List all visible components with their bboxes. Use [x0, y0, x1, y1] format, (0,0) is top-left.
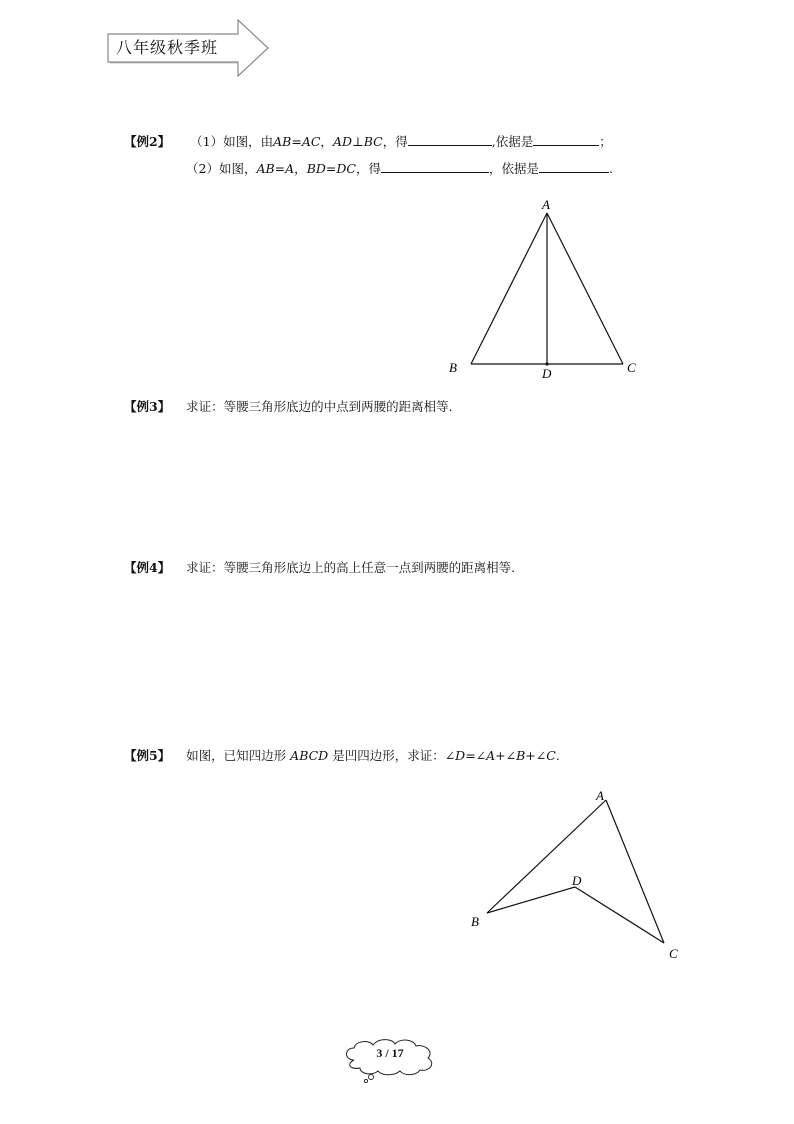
- ex2-q1-sep1: ，: [320, 134, 333, 149]
- ex2-q2-answer-blank[interactable]: [381, 160, 489, 173]
- example-3-text: 求证：等腰三角形底边的中点到两腰的距离相等.: [186, 399, 453, 414]
- ex2-q1-cond2: AD⊥BC: [332, 134, 383, 149]
- side-ac: [547, 213, 623, 364]
- example-5-end: .: [555, 748, 560, 763]
- example-3-line: [124, 399, 453, 415]
- vertex-label-c: C: [627, 360, 636, 375]
- ex2-q2-tail: ，依据是: [488, 161, 539, 176]
- ex2-q1-cond1: AB=AC: [273, 134, 321, 149]
- vertex-label-d: D: [572, 873, 582, 888]
- vertex-label-d: D: [542, 366, 552, 381]
- example-5-prefix: 如图，已知四边形: [186, 748, 287, 763]
- side-dc: [575, 887, 664, 943]
- side-ca: [606, 800, 664, 943]
- example-3-tag: 【例3】: [124, 399, 171, 414]
- example-5-tag: 【例5】: [124, 748, 171, 763]
- ex2-q1-end: ；: [599, 134, 612, 149]
- example-2-line-2: [186, 160, 613, 177]
- example-5-formula: ∠D=∠A+∠B+∠C: [444, 748, 556, 763]
- example-2-line-1: [124, 133, 612, 150]
- vertex-label-a: A: [542, 197, 550, 212]
- vertex-label-c: C: [669, 946, 678, 961]
- ex2-q1-tail: ,依据是: [491, 134, 534, 149]
- ex2-q1-reason-blank[interactable]: [533, 133, 599, 146]
- page-number: 3 / 17: [376, 1046, 404, 1060]
- ex2-q2-cond2: BD=DC: [306, 161, 356, 176]
- vertex-label-b: B: [471, 914, 479, 929]
- vertex-label-b: B: [449, 360, 457, 375]
- example-5-quad: ABCD: [290, 748, 329, 763]
- example-4-text: 求证：等腰三角形底边上的高上任意一点到两腰的距离相等.: [186, 560, 516, 575]
- example-5-quadrilateral-figure: [460, 780, 690, 965]
- vertex-label-a: A: [596, 788, 604, 803]
- header-title: 八年级秋季班: [116, 38, 219, 57]
- ex2-q2-end: .: [609, 161, 613, 176]
- side-ab: [471, 213, 547, 364]
- example-5-line: [124, 748, 560, 764]
- side-ab: [487, 800, 606, 913]
- example-4-line: [124, 560, 515, 576]
- ex2-q2-prefix: （2）如图，: [186, 161, 257, 176]
- example-2-triangle-figure: [440, 190, 650, 385]
- ex2-q1-mid: ，得: [382, 134, 408, 149]
- ex2-q2-mid: ，得: [355, 161, 381, 176]
- example-2-tag: 【例2】: [124, 134, 171, 149]
- ex2-q2-sep1: ，: [294, 161, 307, 176]
- example-4-tag: 【例4】: [124, 560, 171, 575]
- ex2-q2-cond1: AB=A: [256, 161, 295, 176]
- example-5-middle: 是凹四边形，求证：: [332, 748, 445, 763]
- ex2-q2-reason-blank[interactable]: [539, 160, 609, 173]
- ex2-q1-answer-blank[interactable]: [408, 133, 492, 146]
- ex2-q1-prefix: （1）如图，由: [190, 134, 274, 149]
